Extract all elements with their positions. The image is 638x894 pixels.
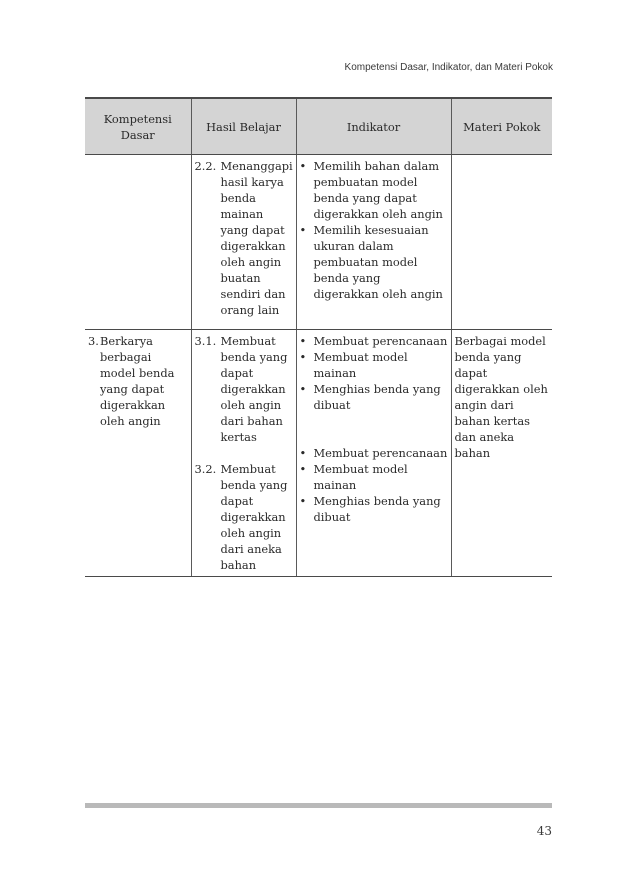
page-number: 43 bbox=[536, 824, 552, 838]
header-materi-pokok: Materi Pokok bbox=[451, 98, 552, 155]
indikator-item: • Membuat model mainan bbox=[299, 350, 408, 380]
indikator-item: • Memilih bahan dalam pembuatan model benda yang dapat digerakkan oleh angin bbox=[299, 159, 443, 221]
header-hasil-belajar: Hasil Belajar bbox=[191, 98, 296, 155]
bullet-icon: • bbox=[299, 350, 307, 364]
hasil-text: Menanggapi hasil karya benda mainan yang dapat digerakkan oleh angin buatan sendiri dan orang lain bbox=[220, 159, 293, 317]
running-head: Kompetensi Dasar, Indikator, dan Materi Pokok bbox=[344, 62, 553, 73]
indikator-item: • Membuat perencanaan bbox=[299, 334, 448, 348]
cell-kompetensi bbox=[85, 155, 191, 330]
kompetensi-number: 3. bbox=[88, 334, 99, 348]
hasil-text: Membuat benda yang dapat digerakkan oleh angin dari bahan kertas bbox=[220, 334, 288, 444]
bullet-icon: • bbox=[299, 494, 307, 508]
bullet-icon: • bbox=[299, 334, 307, 348]
footer-rule bbox=[85, 803, 552, 808]
hasil-number: 2.2. bbox=[194, 159, 217, 173]
cell-materi-pokok: Berbagai model benda yang dapat digerakkan oleh angin dari bahan kertas dan aneka bahan bbox=[451, 330, 552, 577]
bullet-icon: • bbox=[299, 462, 307, 476]
cell-hasil-belajar bbox=[191, 330, 296, 577]
hasil-number: 3.2. bbox=[194, 462, 217, 476]
indikator-item: • Memilih kesesuaian ukuran dalam pembuatan model benda yang digerakkan oleh angin bbox=[299, 223, 443, 301]
header-kompetensi-dasar: Kompetensi Dasar bbox=[85, 98, 191, 155]
cell-indikator bbox=[296, 155, 451, 330]
indikator-item: • Membuat perencanaan bbox=[299, 446, 448, 460]
indikator-item: • Menghias benda yang dibuat bbox=[299, 494, 441, 524]
competency-table bbox=[85, 97, 552, 577]
indikator-item: • Membuat model mainan bbox=[299, 462, 408, 492]
kompetensi-text: Berkarya berbagai model benda yang dapat digerakkan oleh angin bbox=[100, 334, 175, 428]
indikator-list bbox=[300, 333, 449, 413]
header-indikator: Indikator bbox=[296, 98, 451, 155]
cell-kompetensi bbox=[85, 330, 191, 577]
bullet-icon: • bbox=[299, 446, 307, 460]
cell-hasil-belajar bbox=[191, 155, 296, 330]
indikator-item: • Menghias benda yang dibuat bbox=[299, 382, 441, 412]
hasil-text: Membuat benda yang dapat digerakkan oleh angin dari aneka bahan bbox=[220, 462, 288, 572]
table-row bbox=[85, 155, 552, 330]
cell-materi-pokok bbox=[451, 155, 552, 330]
table-row bbox=[85, 330, 552, 577]
hasil-number: 3.1. bbox=[194, 334, 217, 348]
indikator-list bbox=[300, 158, 449, 302]
cell-indikator bbox=[296, 330, 451, 577]
bullet-icon: • bbox=[299, 382, 307, 396]
indikator-list bbox=[300, 445, 449, 525]
table-header-row bbox=[85, 98, 552, 155]
bullet-icon: • bbox=[299, 159, 307, 173]
bullet-icon: • bbox=[299, 223, 307, 237]
